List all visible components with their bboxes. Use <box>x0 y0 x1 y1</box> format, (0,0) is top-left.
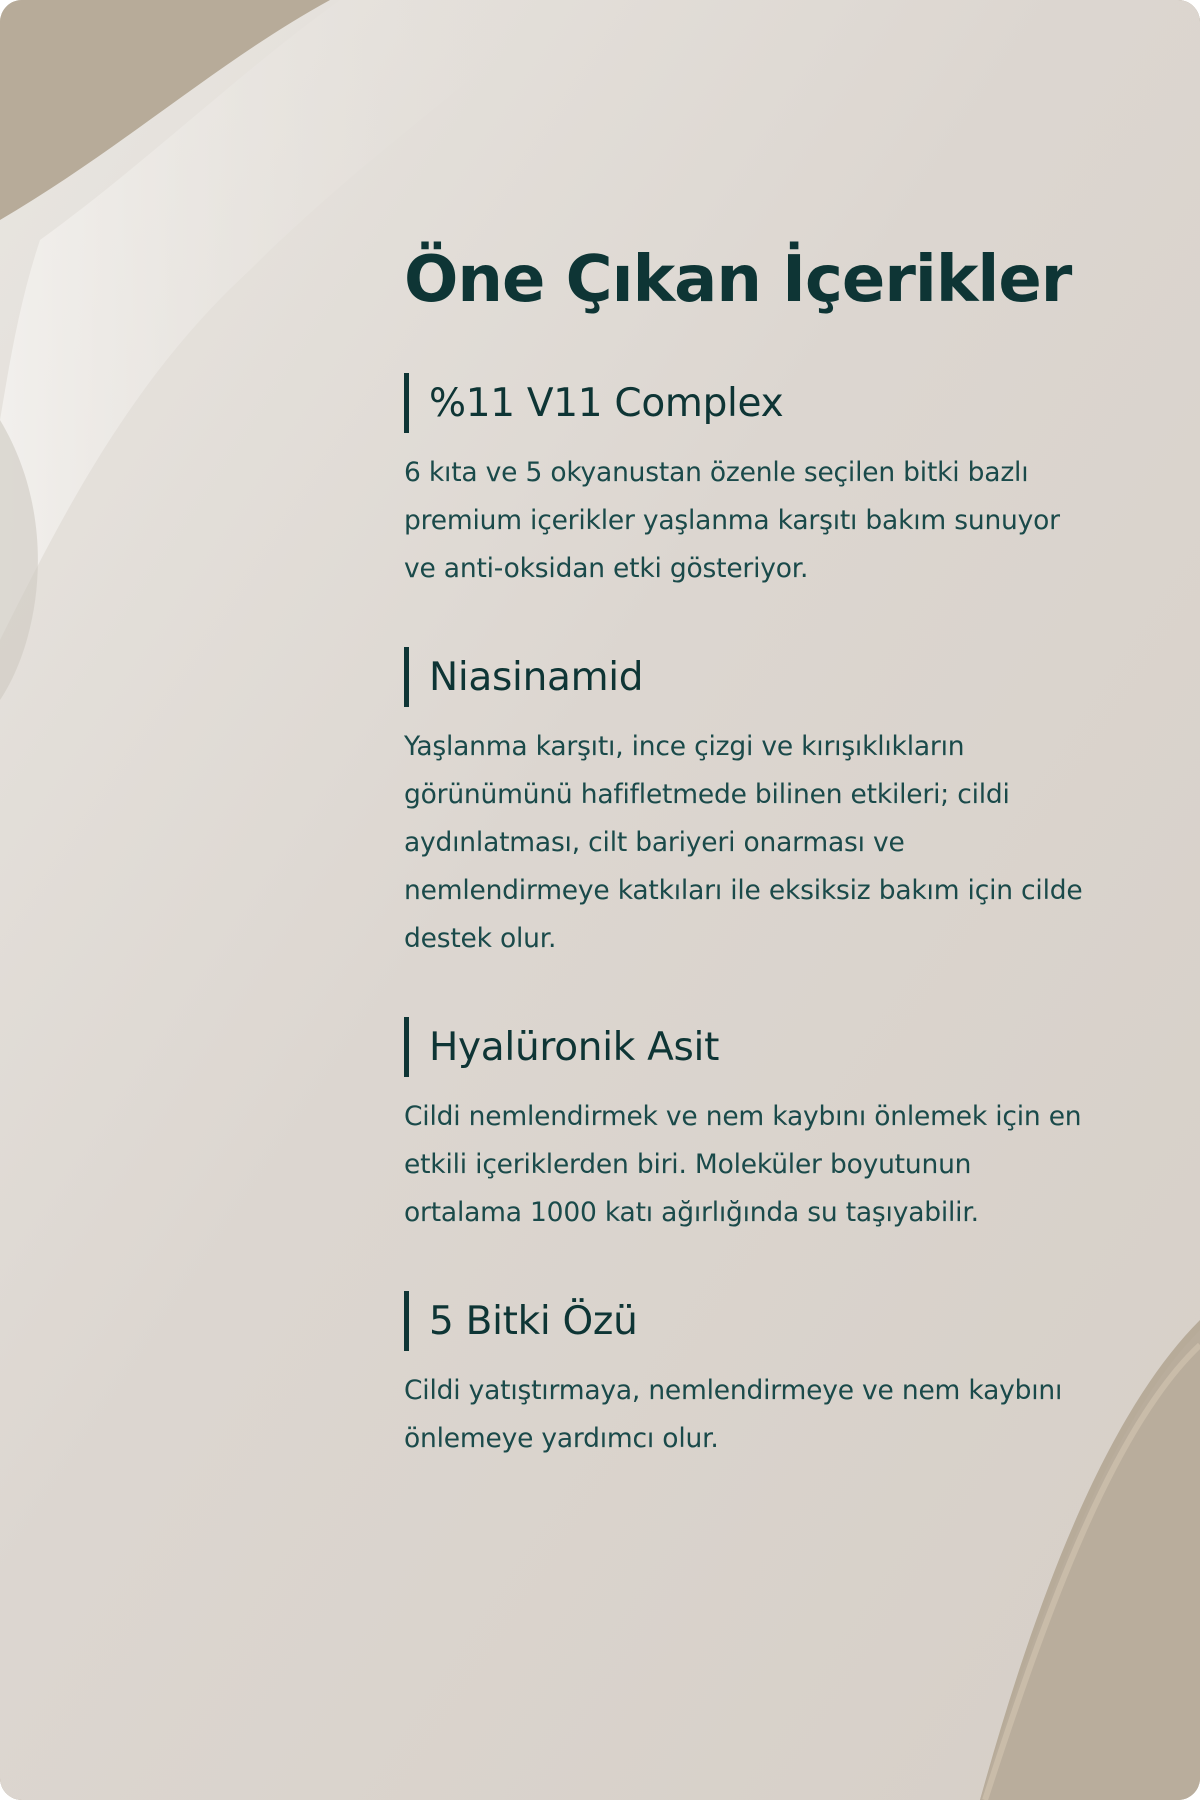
section-accent-bar <box>404 647 409 707</box>
ingredient-section-v11-complex <box>404 373 1104 593</box>
ingredient-section-hyaluronik-asit <box>404 1017 1104 1237</box>
ingredients-content <box>404 245 1104 1463</box>
section-title: 5 Bitki Özü <box>429 1298 638 1344</box>
section-description: Yaşlanma karşıtı, ince çizgi ve kırışıklıkların görünümünü hafifletmede bilinen etkileri; cildi aydınlatması, cilt bariyeri onarması ve nemlendirmeye katkıları ile eksiksiz bakım için cilde destek olur. <box>404 731 1083 955</box>
section-accent-bar <box>404 1291 409 1351</box>
section-header <box>404 1291 1104 1351</box>
section-accent-bar <box>404 373 409 433</box>
section-title: Hyalüronik Asit <box>429 1024 720 1070</box>
section-description: Cildi nemlendirmek ve nem kaybını önlemek için en etkili içeriklerden biri. Moleküler boyutunun ortalama 1000 katı ağırlığında su taşıyabilir. <box>404 1101 1082 1229</box>
section-description: Cildi yatıştırmaya, nemlendirmeye ve nem kaybını önlemeye yardımcı olur. <box>404 1375 1063 1455</box>
page-title: Öne Çıkan İçerikler <box>404 243 1072 317</box>
section-title: Niasinamid <box>429 654 644 700</box>
section-description: 6 kıta ve 5 okyanustan özenle seçilen bitki bazlı premium içerikler yaşlanma karşıtı bakım sunuyor ve anti-oksidan etki gösteriyor. <box>404 457 1060 585</box>
section-accent-bar <box>404 1017 409 1077</box>
section-header <box>404 647 1104 707</box>
ingredient-section-5-bitki-ozu <box>404 1291 1104 1463</box>
section-title: %11 V11 Complex <box>429 380 784 426</box>
section-header <box>404 373 1104 433</box>
ingredient-section-niasinamid <box>404 647 1104 963</box>
section-header <box>404 1017 1104 1077</box>
